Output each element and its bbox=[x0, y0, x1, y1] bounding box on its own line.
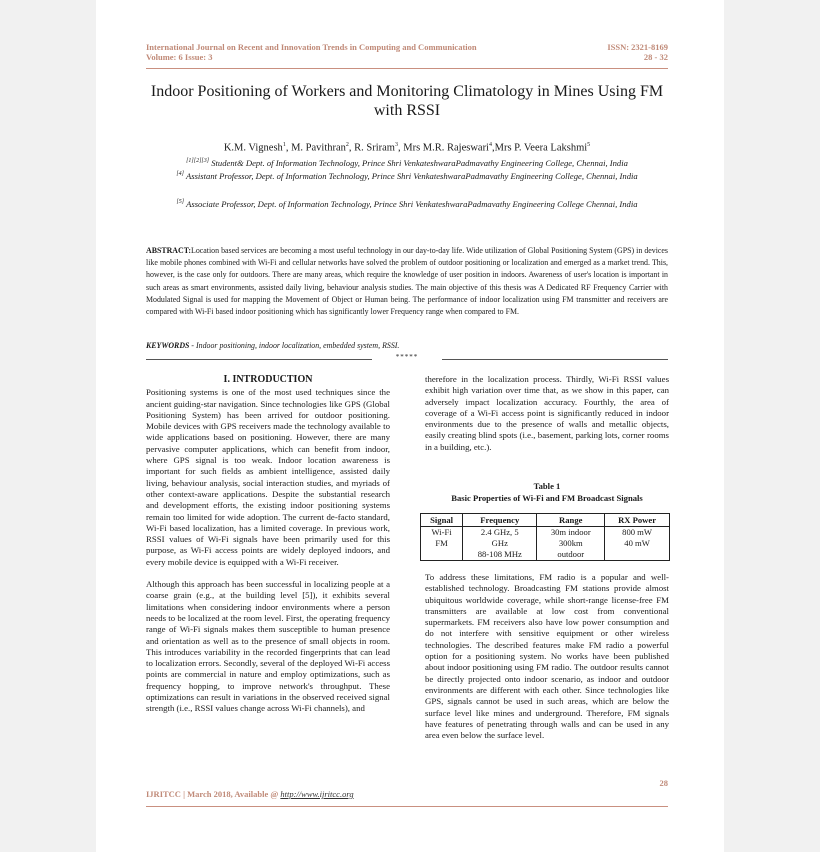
table-header-row bbox=[421, 514, 670, 527]
table-cell: 2.4 GHz, 5 bbox=[463, 527, 537, 539]
right-column-top bbox=[425, 374, 669, 453]
intro-paragraph-4: To address these limitations, FM radio is a popular and well-established technology. Broadcasting FM stations provide almost ubiquitous worldwide coverage, while short-range license-free FM transmitters are available at low cost from conventional supermarkets. FM receivers also have low power consumption and do not interfere with sensitive equipment or other wireless technologies. The described features make FM radio a powerful option for a positioning system. No works have been published about indoor positioning using FM radio. The outdoor results cannot be directly projected onto indoor scenario, as indoor and outdoor environments are different with each other. Since technologies like GPS, signals cannot be used in such areas, which are below the surface level like mines and underground. Therefore, FM signals have features of penetrating through walls and can be used in any area even below the surface level. bbox=[425, 572, 669, 741]
author-list: K.M. Vignesh$^1$, M. Pavithran$^2$, R. Sriram$^3$, Mrs M.R. Rajeswari$^4$,Mrs P. Veera Lakshmi$^5$ bbox=[223, 142, 591, 154]
table-cell: 40 mW bbox=[605, 538, 670, 549]
intro-paragraph-2: Although this approach has been successful in localizing people at a coarse grain (e.g., at the building level [5]), it exhibits several limitations when considering indoor environments where a person needs to be localized at the room level. First, the operating frequency range of Wi-Fi signals makes them susceptible to human presence and orientation as well as to the presence of small objects in room. This introduces variability in the recorded fingerprints that can lead to localization errors. Secondly, several of the deployed Wi-Fi access points are commercial in nature and employ optimizations, such as frequency hopping, to improve network's throughput. These optimizations can result in variations in the observed received signal strength (i.e., RSSI values change across Wi-Fi channels), and bbox=[146, 579, 390, 714]
table-cell: Wi-Fi bbox=[421, 527, 463, 539]
table-row bbox=[421, 527, 670, 539]
affiliation-assistant-professor: [4] Assistant Professor, Dept. of Information Technology, Prince Shri VenkateshwaraPadmavathy Engineering College, Chennai, India bbox=[176, 170, 638, 181]
section-separator: ***** bbox=[146, 353, 668, 361]
table-cell: GHz bbox=[463, 538, 537, 549]
affiliation-students: [1][2][3] Student& Dept. of Information Technology, Prince Shri VenkateshwaraPadmavathy Engineering College, Chennai, India bbox=[186, 157, 628, 168]
volume-issue: Volume: 6 Issue: 3 bbox=[146, 52, 213, 62]
page-number: 28 bbox=[659, 778, 668, 788]
footer bbox=[146, 789, 354, 799]
footer-rule bbox=[146, 806, 668, 807]
section-heading-introduction: I. INTRODUCTION bbox=[223, 374, 313, 385]
running-header bbox=[146, 42, 668, 62]
column-header: Frequency bbox=[463, 514, 537, 527]
paper-title: Indoor Positioning of Workers and Monitoring Climatology in Mines Using FM with RSSI bbox=[150, 83, 664, 119]
right-column-bottom bbox=[425, 572, 669, 741]
column-header: Signal bbox=[421, 514, 463, 527]
table-cell: FM bbox=[421, 538, 463, 549]
intro-paragraph-3: therefore in the localization process. Thirdly, Wi-Fi RSSI values exhibit high variation over time that, as we show in this paper, can adversely impact localization accuracy. Fourthly, the area of coverage of a Wi-Fi access point is significantly reduced in indoor environments due to the presence of walls and metallic objects, easily creating blind spots (i.e., basement, parking lots, corner rooms in a building, etc.). bbox=[425, 374, 669, 452]
table-cell: 300km bbox=[537, 538, 605, 549]
footer-text: IJRITCC | March 2018, Available @ bbox=[146, 789, 279, 799]
intro-paragraph-1: Positioning systems is one of the most used techniques since the ancient guiding-star navigation. Since technologies like GPS (Global Positioning System) has been arrived for outdoor positioning. Mobile devices with GPS receivers made the technology available to wide applications based on positioning. However, there are many pervasive computer applications, which can benefit from indoor, where GPS signal is too weak. Indoor location awareness is important for such fields as ambient intelligence, assisted daily living, behaviour analysis, social interaction studies, and myriads of other context-aware applications. Despite the substantial research and development efforts, the existing indoor positioning systems remain too limited for wide adoption. The current de-facto standard, Wi-Fi based localization, has a limited coverage. In previous work, RSSI values of Wi-Fi signals have been primarily used for this purpose, as Wi-Fi access points are widely deployed indoors, and every mobile device is equipped with a Wi-Fi receiver. bbox=[146, 387, 390, 567]
table-cell: 30m indoor bbox=[537, 527, 605, 539]
signal-properties-table bbox=[420, 513, 670, 561]
page-range: 28 - 32 bbox=[643, 52, 668, 62]
left-column bbox=[146, 374, 390, 715]
table-row bbox=[421, 549, 670, 561]
table-cell bbox=[605, 549, 670, 561]
issn: ISSN: 2321-8169 bbox=[607, 42, 668, 52]
table-row bbox=[421, 538, 670, 549]
affiliation-associate-professor: [5] Associate Professor, Dept. of Information Technology, Prince Shri VenkateshwaraPadmavathy Engineering College Chennai, India bbox=[176, 198, 638, 209]
table-cell: outdoor bbox=[537, 549, 605, 561]
keywords: KEYWORDS - Indoor positioning, indoor localization, embedded system, RSSI. bbox=[146, 341, 400, 350]
journal-website-link[interactable]: http://www.ijritcc.org bbox=[280, 789, 354, 799]
column-header: Range bbox=[537, 514, 605, 527]
column-header: RX Power bbox=[605, 514, 670, 527]
table-cell: 88-108 MHz bbox=[463, 549, 537, 561]
table-cell bbox=[421, 549, 463, 561]
journal-name: International Journal on Recent and Innovation Trends in Computing and Communication bbox=[146, 42, 477, 52]
abstract: ABSTRACT:Location based services are becoming a most useful technology in our day-to-day life. Wide utilization of Global Positioning System (GPS) in devices like mobile phones combined with Wi-Fi and cellular networks have solved the problem of outdoor positioning or localization and emerged as a market trend. This, however, is the case only for outdoors. There are many areas, which require the knowledge of user position in indoors. Awareness of user's location is important in such areas as smart environments, assisted daily living, behaviour analysis studies. The main objective of this thesis was A Dedicated RF Frequency Carrier with Modulated Signal is used for mapping the Movement of Object or Human being. The performance of indoor localization using FM transmitter and receivers are compared with Wi-Fi based indoor positioning which has significantly lower Frequency range when compared to FM. bbox=[146, 246, 668, 317]
table-caption: Table 1 Basic Properties of Wi-Fi and FM Broadcast Signals bbox=[451, 481, 643, 503]
table-cell: 800 mW bbox=[605, 527, 670, 539]
header-rule bbox=[146, 68, 668, 69]
